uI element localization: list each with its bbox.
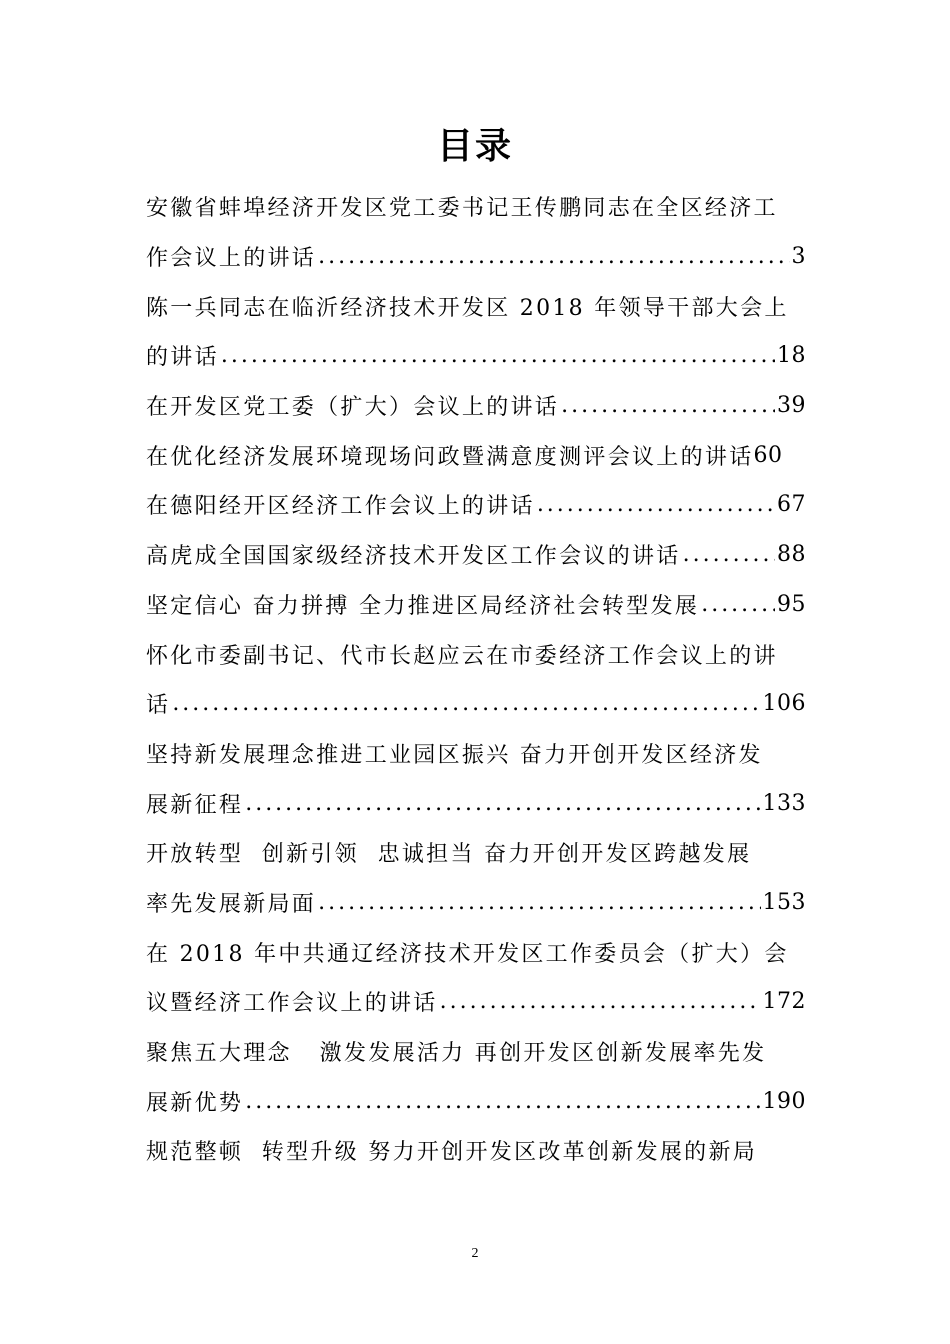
toc-entry-text: 开放转型 创新引领 忠诚担当 奋力开创开发区跨越发展: [146, 842, 752, 868]
toc-entry-line: [146, 580, 806, 630]
toc-leader-dots: [245, 791, 760, 816]
toc-entry-text: 的讲话: [146, 345, 219, 371]
toc-page-number: 88: [777, 542, 806, 568]
toc-entry-text: 在优化经济发展环境现场问政暨满意度测评会议上的讲话: [146, 444, 754, 470]
toc-entry-line: [146, 1027, 806, 1077]
toc-entry-text: 话: [146, 693, 171, 719]
toc-entry-text: 在 2018 年中共通辽经济技术开发区工作委员会（扩大）会: [146, 941, 789, 967]
toc-entry-line: [146, 1076, 806, 1126]
toc-entry-line: [146, 182, 806, 232]
toc-entry-line: [146, 878, 806, 928]
toc-entry-text: 作会议上的讲话: [146, 246, 317, 272]
toc-entry-text: 议暨经济工作会议上的讲话: [146, 991, 438, 1017]
toc-page-number: 106: [762, 691, 806, 717]
toc-entry-text: 坚持新发展理念推进工业园区振兴 奋力开创开发区经济发: [146, 742, 763, 768]
toc-leader-dots: [221, 343, 775, 368]
toc-entry-text: 陈一兵同志在临沂经济技术开发区 2018 年领导干部大会上: [146, 295, 789, 321]
toc-page-number: 190: [762, 1088, 806, 1114]
toc-page-number: 39: [777, 393, 806, 419]
toc-entry-line: [146, 331, 806, 381]
toc-page-number: 67: [777, 492, 806, 518]
toc-leader-dots: [245, 1089, 760, 1114]
toc-leader-dots: [561, 393, 775, 418]
toc-entry-text: 在德阳经开区经济工作会议上的讲话: [146, 494, 535, 520]
toc-entry-text: 坚定信心 奋力拼搏 全力推进区局经济社会转型发展: [146, 593, 700, 619]
toc-page-number: 153: [762, 889, 806, 915]
toc-entry-text: 高虎成全国国家级经济技术开发区工作会议的讲话: [146, 544, 681, 570]
toc-entry-line: [146, 530, 806, 580]
toc-entry-text: 展新征程: [146, 792, 244, 818]
toc-page-number: 3: [791, 244, 806, 270]
toc-entry-line: [146, 729, 806, 779]
toc-entry-line: [146, 679, 806, 729]
toc-entry-line: [146, 1126, 806, 1176]
toc-entry-line: [146, 629, 806, 679]
toc-leader-dots: [537, 492, 775, 517]
toc-entry-text: 聚焦五大理念 激发发展活力 再创开发区创新发展率先发: [146, 1041, 767, 1067]
page-number: 2: [471, 1246, 479, 1261]
toc-page-number: 60: [753, 442, 783, 468]
toc-entry-line: [146, 281, 806, 331]
toc-leader-dots: [440, 989, 761, 1014]
toc-page-number: 18: [777, 343, 806, 369]
toc-leader-dots: [172, 691, 760, 716]
toc-leader-dots: [701, 592, 775, 617]
toc-entry-line: [146, 828, 806, 878]
toc-page-number: 95: [777, 591, 806, 617]
toc-leader-dots: [683, 542, 775, 567]
toc-entry-text: 规范整顿 转型升级 努力开创开发区改革创新发展的新局: [146, 1140, 758, 1166]
toc-entry-line: [146, 977, 806, 1027]
toc-entry-text: 在开发区党工委（扩大）会议上的讲话: [146, 395, 560, 421]
toc-entry-line: [146, 927, 806, 977]
table-of-contents: [146, 182, 806, 1176]
toc-leader-dots: [318, 244, 789, 269]
toc-entry-text: 展新优势: [146, 1090, 244, 1116]
toc-entry-line: [146, 430, 806, 480]
toc-entry-text: 安徽省蚌埠经济开发区党工委书记王传鹏同志在全区经济工: [146, 196, 778, 222]
toc-page-number: 133: [762, 790, 806, 816]
toc-page-number: 172: [762, 989, 806, 1015]
toc-entry-text: 怀化市委副书记、代市长赵应云在市委经济工作会议上的讲: [146, 643, 778, 669]
toc-entry-line: [146, 778, 806, 828]
toc-entry-text: 率先发展新局面: [146, 891, 317, 917]
toc-leader-dots: [318, 890, 760, 915]
toc-entry-line: [146, 232, 806, 282]
document-title: 目录: [436, 126, 513, 167]
toc-entry-line: [146, 480, 806, 530]
toc-entry-line: [146, 381, 806, 431]
